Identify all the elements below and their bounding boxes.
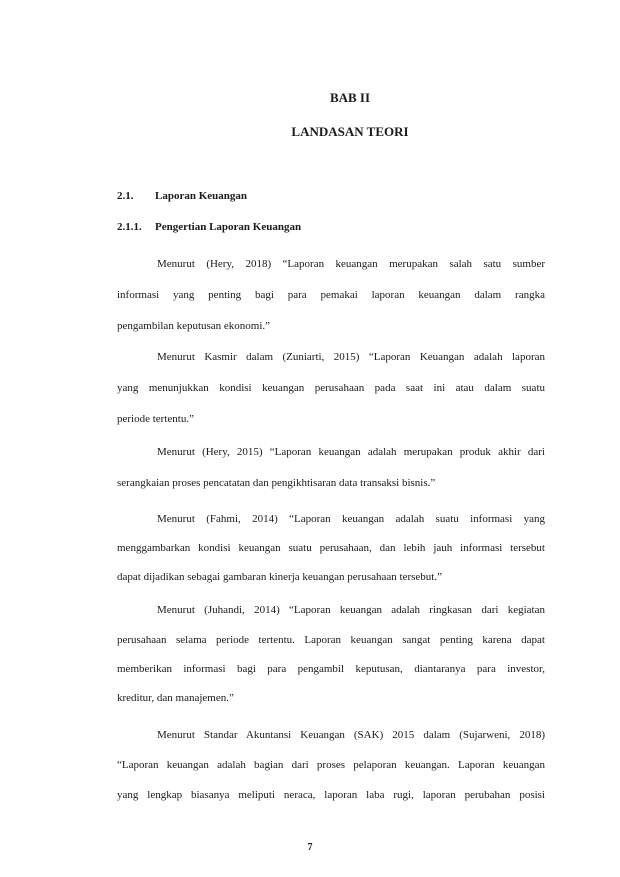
paragraph-line: memberikan informasi bagi para pengambil keputusan, diantaranya para investor, [117,663,545,675]
paragraph-line: yang menunjukkan kondisi keuangan perusahaan pada saat ini atau dalam suatu [117,382,545,394]
paragraph-line: Menurut (Hery, 2018) “Laporan keuangan merupakan salah satu sumber [157,258,545,270]
paragraph-line: informasi yang penting bagi para pemakai laporan keuangan dalam rangka [117,289,545,301]
paragraph-line: yang lengkap biasanya meliputi neraca, laporan laba rugi, laporan perubahan posisi [117,789,545,801]
paragraph-line: “Laporan keuangan adalah bagian dari proses pelaporan keuangan. Laporan keuangan [117,759,545,771]
section-number: 2.1. [117,190,134,202]
paragraph-line: Menurut Kasmir dalam (Zuniarti, 2015) “Laporan Keuangan adalah laporan [157,351,545,363]
paragraph-line: dapat dijadikan sebagai gambaran kinerja keuangan perusahaan tersebut.” [117,571,442,583]
paragraph-line: Menurut (Fahmi, 2014) “Laporan keuangan adalah suatu informasi yang [157,513,545,525]
paragraph-line: serangkaian proses pencatatan dan pengikhtisaran data transaksi bisnis.” [117,477,436,489]
paragraph-line: Menurut Standar Akuntansi Keuangan (SAK) 2015 dalam (Sujarweni, 2018) [157,729,545,741]
paragraph-line: pengambilan keputusan ekonomi.” [117,320,271,332]
paragraph-line: periode tertentu.” [117,413,194,425]
chapter-number: BAB II [329,90,371,105]
paragraph-line: Menurut (Hery, 2015) “Laporan keuangan adalah merupakan produk akhir dari [157,446,545,458]
chapter-title: LANDASAN TEORI [291,124,409,139]
paragraph-line: perusahaan selama periode tertentu. Laporan keuangan sangat penting karena dapat [117,634,545,646]
paragraph-line: Menurut (Juhandi, 2014) “Laporan keuangan adalah ringkasan dari kegiatan [157,604,545,616]
subsection-number: 2.1.1. [117,221,142,233]
section-title: Laporan Keuangan [155,190,247,202]
page-number: 7 [307,842,313,853]
subsection-title: Pengertian Laporan Keuangan [155,221,302,233]
paragraph-line: menggambarkan kondisi keuangan suatu perusahaan, dan lebih jauh informasi tersebut [117,542,545,554]
paragraph-line: kreditur, dan manajemen.” [117,692,234,704]
